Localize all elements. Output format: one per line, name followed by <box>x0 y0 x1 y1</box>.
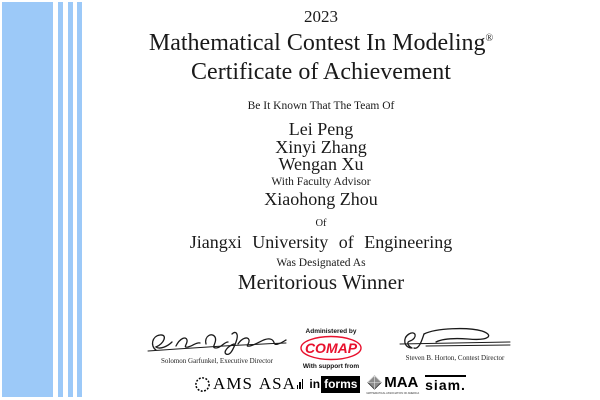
contest-director-signature-icon <box>396 326 514 354</box>
team-member-1: Lei Peng <box>288 119 354 139</box>
of-label: Of <box>315 218 327 229</box>
team-member-3: Wengan Xu <box>278 154 364 174</box>
siam-logo <box>425 375 466 393</box>
support-from-label: With support from <box>302 363 360 370</box>
designation-label: Was Designated As <box>276 257 366 269</box>
advisor-name: Xiaohong Zhou <box>264 189 378 209</box>
registered-trademark-mark: ® <box>485 33 494 44</box>
certificate-year: 2023 <box>304 7 338 26</box>
comap-wordmark: COMAP <box>304 340 358 356</box>
left-border-thin-stripe-1 <box>58 2 63 397</box>
informs-logo <box>309 376 360 393</box>
executive-director-caption: Solomon Garfunkel, Executive Director <box>161 357 273 365</box>
advisor-label: With Faculty Advisor <box>271 176 371 188</box>
sponsor-logos-row <box>192 371 468 397</box>
left-border-wide-stripe <box>2 2 53 397</box>
siam-wordmark: siam. <box>425 377 466 393</box>
ams-laurel-icon <box>194 376 211 393</box>
asa-logo <box>259 374 304 394</box>
ams-wordmark: AMS <box>213 374 253 393</box>
informs-in-text: in <box>309 377 321 391</box>
maa-wordmark: MAA <box>384 373 419 391</box>
left-border-thin-stripe-2 <box>68 2 73 397</box>
contest-director-caption: Steven B. Horton, Contest Director <box>405 354 505 362</box>
team-member-2: Xinyi Zhang <box>275 137 367 157</box>
informs-forms-box: forms <box>321 376 360 393</box>
asa-wordmark: ASA <box>258 374 296 393</box>
award-title: Meritorious Winner <box>237 270 405 294</box>
ams-logo <box>194 374 253 394</box>
comap-logo-icon <box>299 335 363 361</box>
administered-by-label: Administered by <box>305 328 357 335</box>
maa-icosahedron-icon <box>367 375 382 390</box>
maa-tagline: MATHEMATICAL ASSOCIATION OF AMERICA <box>366 391 420 395</box>
certificate-title-text: Mathematical Contest In Modeling <box>148 30 486 56</box>
asa-bars-icon <box>297 379 304 389</box>
certificate-subtitle: Certificate of Achievement <box>191 59 451 85</box>
executive-director-signature-icon <box>146 330 288 358</box>
certificate-title <box>82 30 560 57</box>
institution-name: Jiangxi University of Engineering <box>189 232 453 252</box>
known-line: Be It Known That The Team Of <box>247 100 395 112</box>
maa-logo <box>366 374 419 395</box>
